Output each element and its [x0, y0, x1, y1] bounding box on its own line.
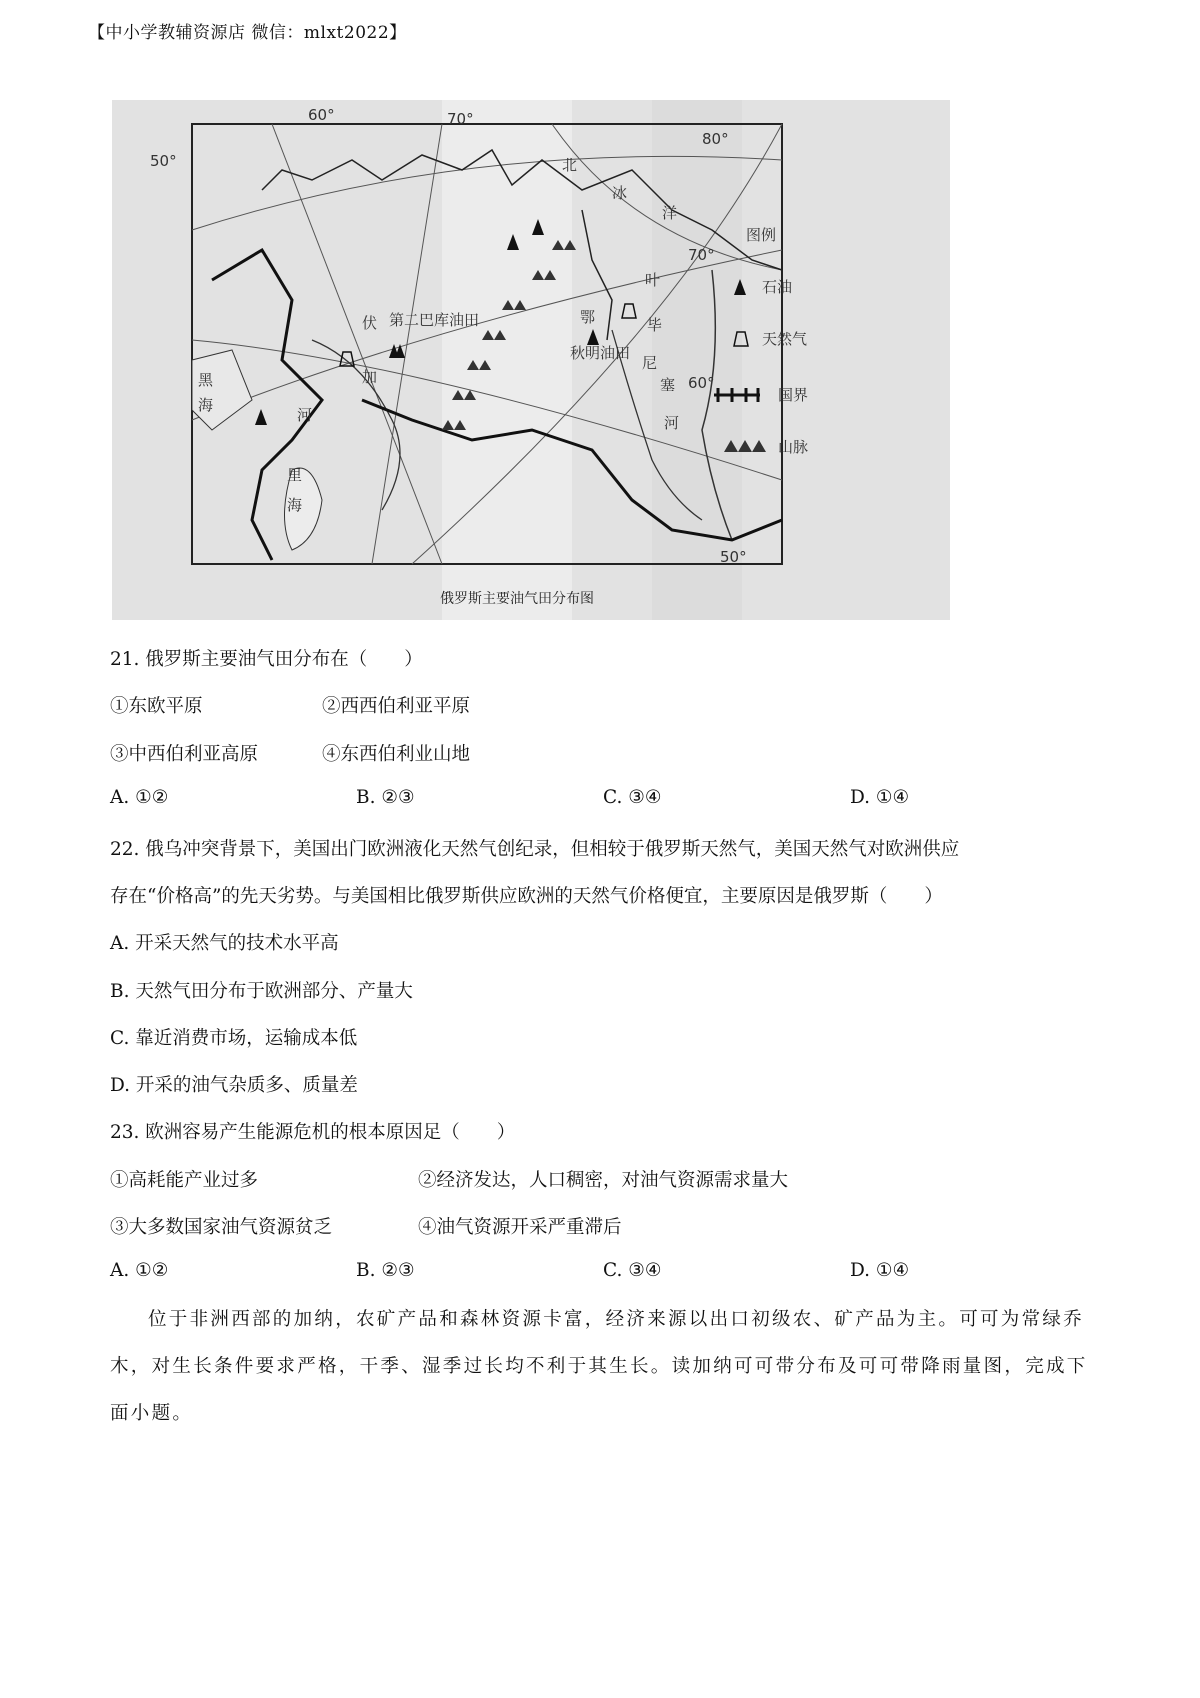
label-black-sea-2: 海	[198, 396, 214, 414]
lat-label-80: 80°	[702, 130, 729, 148]
label-field-baku: 第二巴库油田	[389, 311, 480, 329]
mountain-legend-icon	[724, 440, 766, 452]
label-yenisei-ni: 尼	[642, 354, 658, 372]
q21-statement-4: ④东西伯利业山地	[322, 744, 471, 765]
map-caption: 俄罗斯主要油气田分布图	[440, 591, 594, 607]
ghana-intro-paragraph: 位于非洲西部的加纳，农矿产品和森林资源卡富，经济来源以出口初级农、矿产品为主。可可为常绿乔木，对生长条件要求严格，干季、湿季过长均不利于其生长。读加纳可可带分布及可可带降雨量图，完成下面小题。	[110, 1309, 1088, 1424]
label-bei: 北	[562, 156, 578, 174]
q22-option-b[interactable]: B. 天然气田分布于欧洲部分、产量大	[110, 981, 413, 1002]
q21-statement-1: ①东欧平原	[110, 696, 203, 717]
label-volga-jia: 加	[362, 368, 378, 386]
q21-option-b[interactable]: B. ②③	[356, 787, 415, 808]
q23-statement-2: ②经济发达，人口稠密，对油气资源需求量大	[418, 1170, 789, 1191]
label-volga-fu: 伏	[362, 314, 378, 332]
legend-mountain: 山脉	[778, 438, 809, 456]
q23-statement-1: ①高耗能产业过多	[110, 1170, 259, 1191]
right-label-50: 50°	[720, 548, 747, 566]
lat-label-50: 50°	[150, 152, 177, 170]
label-caspian-2: 海	[287, 496, 303, 514]
q23-option-b[interactable]: B. ②③	[356, 1260, 415, 1281]
q21-option-c[interactable]: C. ③④	[603, 787, 662, 808]
legend-title: 图例	[746, 226, 777, 244]
right-label-60: 60°	[688, 374, 715, 392]
label-he: 河	[297, 406, 313, 424]
lat-label-70: 70°	[447, 110, 474, 128]
label-ob-bi: 毕	[647, 316, 663, 334]
q22-stem-line-1: 22. 俄乌冲突背景下，美国出门欧洲液化天然气创纪录，但相较于俄罗斯天然气，美国天然气对欧洲供应	[110, 839, 960, 860]
label-black-sea: 黑	[198, 371, 214, 389]
legend-border: 国界	[778, 386, 809, 404]
q23-statement-3: ③大多数国家油气资源贫乏	[110, 1217, 333, 1238]
q21-statement-2: ②西西伯利亚平原	[322, 696, 471, 717]
q23-option-d[interactable]: D. ①④	[850, 1260, 910, 1281]
page-header: 【中小学教辅资源店 微信：mlxt2022】	[88, 23, 407, 43]
q23-stem: 23. 欧洲容易产生能源危机的根本原因足（ ）	[110, 1122, 516, 1143]
russia-oil-gas-map	[112, 100, 950, 620]
label-yenisei-sai: 塞	[660, 376, 676, 394]
label-yenisei-he: 河	[664, 414, 680, 432]
q23-statement-4: ④油气资源开采严重滞后	[418, 1217, 622, 1238]
q22-stem-line-2: 存在“价格高”的先天劣势。与美国相比俄罗斯供应欧洲的天然气价格便宜，主要原因是俄罗斯（ ）	[110, 886, 943, 907]
q21-statement-3: ③中西伯利亚高原	[110, 744, 259, 765]
q21-stem: 21. 俄罗斯主要油气田分布在（ ）	[110, 649, 423, 670]
label-yang: 洋	[662, 204, 678, 222]
q23-option-a[interactable]: A. ①②	[110, 1260, 169, 1281]
legend-oil: 石油	[762, 278, 793, 296]
lat-label-60: 60°	[308, 106, 335, 124]
label-caspian: 里	[287, 466, 303, 484]
label-ob-e: 鄂	[580, 308, 596, 326]
map-figure	[112, 100, 950, 620]
right-label-70: 70°	[688, 246, 715, 264]
q22-option-d[interactable]: D. 开采的油气杂质多、质量差	[110, 1075, 358, 1096]
label-yenisei-ye: 叶	[645, 271, 661, 289]
label-bing: 冰	[612, 184, 628, 202]
q21-option-a[interactable]: A. ①②	[110, 787, 169, 808]
legend-gas: 天然气	[762, 330, 808, 348]
q22-option-a[interactable]: A. 开采天然气的技术水平高	[110, 933, 339, 954]
label-field-tyumen: 秋明油田	[570, 344, 631, 362]
q22-option-c[interactable]: C. 靠近消费市场，运输成本低	[110, 1028, 358, 1049]
q23-option-c[interactable]: C. ③④	[603, 1260, 662, 1281]
q21-option-d[interactable]: D. ①④	[850, 787, 910, 808]
